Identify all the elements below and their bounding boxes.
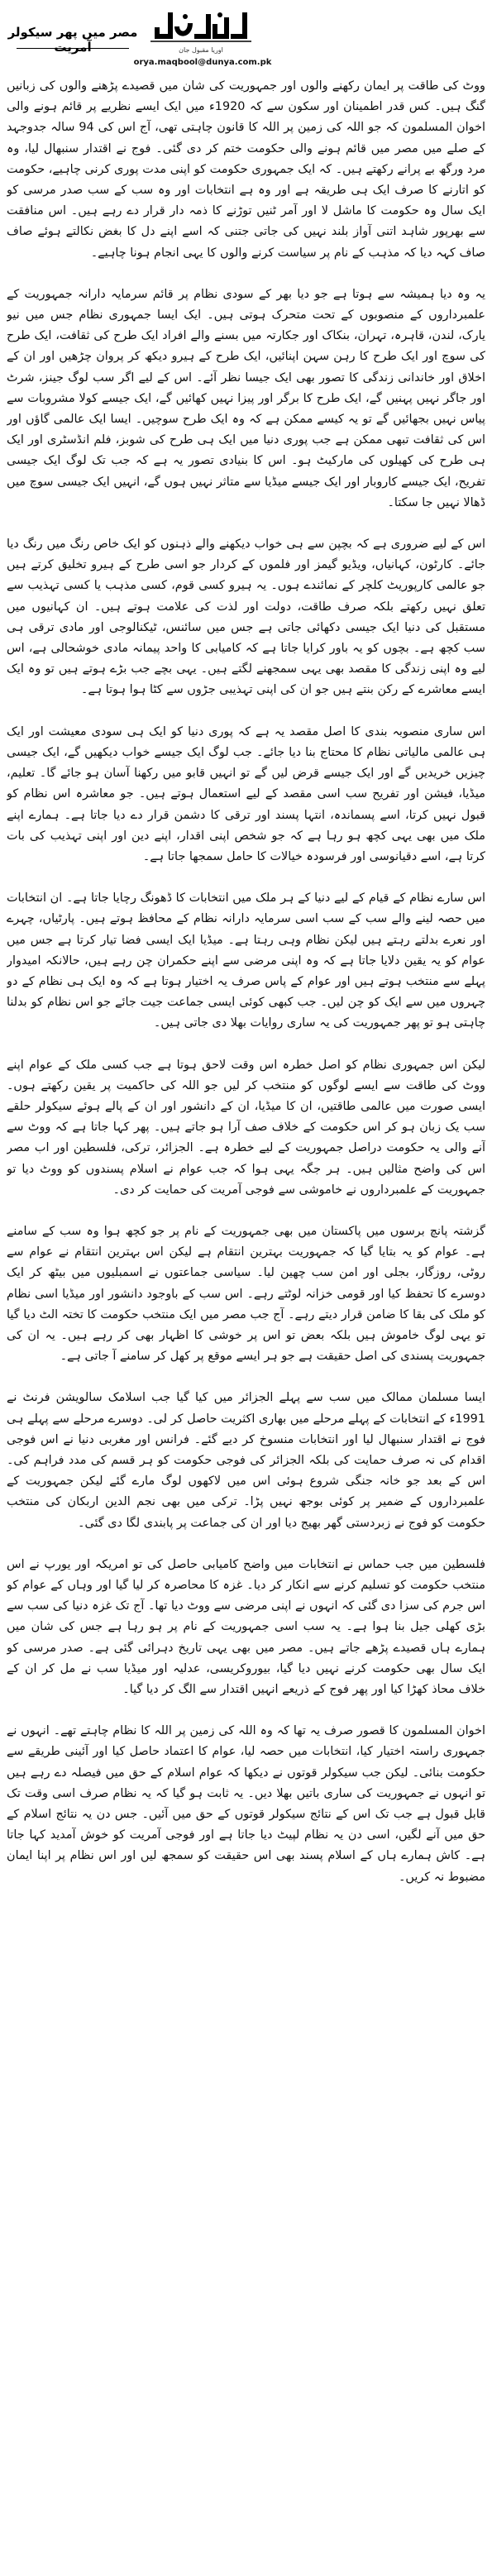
article-paragraph: گزشتہ پانچ برسوں میں پاکستان میں بھی جمہوریت کے نام پر جو کچھ ہوا وہ سب کے سامنے ہے۔ عوام کو یہ بتایا گیا کہ جمہوریت بہترین انتقام ہے لیکن اس بہترین انتقام نے عوام سے روٹی، روزگار، بجلی اور امن سب چھین لیا۔ سیاسی جماعتوں نے اسمبلیوں میں بیٹھ کر ایک دوسرے کا تحفظ کیا اور قومی خزانہ لوٹتے رہے۔ اس سب کے باوجود دانشور اور میڈیا اسی نظام کو ملک کی بقا کا ضامن قرار دیتے رہے۔ آج جب مصر میں ایک منتخب حکومت کا تختہ الٹ دیا گیا تو یہی لوگ خاموش ہیں بلکہ بعض تو اس پر خوشی کا اظہار بھی کر رہے ہیں۔ یہ ان کی جمہوریت پسندی کی اصل حقیقت ہے جو ہر ایسے موقع پر کھل کر سامنے آ جاتی ہے۔: [7, 1224, 485, 1364]
article-paragraph: ایسا مسلمان ممالک میں سب سے پہلے الجزائر میں کیا گیا جب اسلامک سالویشن فرنٹ نے 1991ء کے انتخابات کے پہلے مرحلے میں بھاری اکثریت حاصل کر لی۔ دوسرے مرحلے سے پہلے ہی فوج نے اقتدار سنبھال لیا اور انتخابات منسوخ کر دیے گئے۔ فرانس اور مغربی دنیا نے اس فوجی اقدام کی نہ صرف حمایت کی بلکہ الجزائر کی فوجی حکومت کو ہر قسم کی مدد فراہم کی۔ اس کے بعد جو خانہ جنگی شروع ہوئی اس میں لاکھوں لوگ مارے گئے لیکن جمہوریت کے علمبرداروں کے ضمیر پر کوئی بوجھ نہیں پڑا۔ ترکی میں بھی نجم الدین اربکان کی منتخب حکومت کو فوج نے زبردستی گھر بھیج دیا اور ان کی جماعت پر پابندی لگا دی گئی۔: [7, 1391, 485, 1530]
author-name: اوریا مقبول جان: [179, 46, 223, 54]
column-logo: [147, 8, 255, 46]
article-paragraph: یہ وہ دیا ہمیشہ سے ہوتا ہے جو دیا بھر کے سودی نظام پر قائم سرمایہ دارانہ جمہوریت کے علمبرداروں کے منصوبوں کے تحت متحرک ہوتی ہیں۔ ایک ایسا جمہوری نظام جس میں نیو یارک، لندن، قاہرہ، تہران، بنکاک اور جکارتہ میں بسنے والے افراد ایک طرح کی ثقافت، ایک طرح کی سوچ اور ایک طرح کا رہن سہن اپنائیں، ایک طرح کے ہیرو دیکھ کر پروان چڑھیں اور ان کے اخلاق اور خاندانی زندگی کا تصور بھی ایک جیسا نظر آئے۔ اس کے لیے اگر سب لوگ جینز، شرٹ اور جاگر نہیں پہنیں گے، ایک طرح کا برگر اور پیزا نہیں کھائیں گے، ایک جیسے کولا مشروبات سے پیاس نہیں بجھائیں گے تو یہ کیسے ممکن ہے کہ وہ ایک طرح سوچیں۔ ایسا ایک عالمی گاؤں اور اس کی ثقافت تبھی ممکن ہے جب پوری دنیا میں ایک ہی طرح کی شوبز، فلم انڈسٹری اور ایک ہی طرح کی کھیلوں کی مارکیٹ ہو۔ اس کا بنیادی تصور یہ ہے کہ جب تک لوگ ایک جیسی تفریح، ایک جیسے کاروبار اور ایک جیسے میڈیا سے متاثر نہیں ہوں گے، انہیں ایک جیسی سوچ میں ڈھالا نہیں جا سکتا۔: [7, 287, 485, 509]
column-header: [0, 0, 492, 71]
article-headline: مصر میں پھر سیکولر آمریت: [7, 25, 138, 55]
column-logo-icon: [147, 8, 255, 46]
headline-underline: [17, 48, 129, 49]
author-email: orya.maqbool@dunya.com.pk: [133, 58, 272, 67]
article-paragraph: لیکن اس جمہوری نظام کو اصل خطرہ اس وقت لاحق ہوتا ہے جب کسی ملک کے عوام اپنے ووٹ کی طاقت سے ایسے لوگوں کو منتخب کر لیں جو اللہ کی حاکمیت پر یقین رکھتے ہوں۔ ایسی صورت میں عالمی طاقتیں، ان کا میڈیا، ان کے دانشور اور ان کے پالے ہوئے سیکولر حلقے سب یک زبان ہو کر اس حکومت کے خلاف صف آرا ہو جاتے ہیں۔ پھر کہا جاتا ہے کہ ووٹ سے آنے والی یہ حکومت دراصل جمہوریت کے لیے خطرہ ہے۔ الجزائر، ترکی، فلسطین اور اب مصر اس کی واضح مثالیں ہیں۔ ہر جگہ یہی ہوا کہ جب عوام نے اسلام پسندوں کو ووٹ دیا تو جمہوریت کے علمبرداروں نے خاموشی سے فوجی آمریت کی حمایت کر دی۔: [7, 1058, 485, 1197]
article-paragraph: اس سارے نظام کے قیام کے لیے دنیا کے ہر ملک میں انتخابات کا ڈھونگ رچایا جاتا ہے۔ ان انتخابات میں حصہ لینے والے سب کے سب اسی سرمایہ دارانہ نظام کے محافظ ہوتے ہیں۔ پارٹیاں، چہرے اور نعرے بدلتے رہتے ہیں لیکن نظام وہی رہتا ہے۔ میڈیا ایک ایسی فضا تیار کرتا ہے جس میں عوام کو یہ یقین دلایا جاتا ہے کہ وہ اپنی مرضی سے اپنے حکمران چن رہے ہیں، حالانکہ امیدوار پہلے سے منتخب ہوتے ہیں اور عوام کے پاس صرف یہ اختیار ہوتا ہے کہ وہ ایک ہی نظام کے دو چہروں میں سے ایک کو چن لیں۔ جب کبھی کوئی ایسی جماعت جیت جائے جو اس نظام کو بدلنا چاہتی ہو تو پھر جمہوریت کی یہ ساری روایات بھلا دی جاتی ہیں۔: [7, 891, 485, 1030]
article-paragraph: ووٹ کی طاقت پر ایمان رکھنے والوں اور جمہوریت کی شان میں قصیدے پڑھنے والوں کی زبانیں گنگ ہیں۔ کس قدر اطمینان اور سکون سے کہ 1920ء میں ایک ایسے نظریے پر قائم ہونے والی اخوان المسلمون کہ جو اللہ کی زمین پر اللہ کا قانون چاہتی تھی، آج اس کی 94 سالہ جدوجہد کے صلے میں مصر میں قائم ہونے والی حکومت ختم کر دی گئی۔ فوج نے اقتدار سنبھال لیا، وہ مرد ورگھ بے پرانے رکھتے ہیں۔ کہ ایک جمہوری حکومت کو اپنی مدت پوری کرنی چاہیے، حکومت کو اتارنے کا صرف ایک ہی طریقہ ہے اور وہ ہے انتخابات اور وہ سب کے سب صدر مرسی کو ایک سال وہ حکومت کا ماشل لا اور آمر ٹنیں توڑنے کا ذمہ دار قرار دے رہے ہیں۔ اس منافقت سے بھرپور شاہد اتنی آواز بلند نہیں کی جاتی جتنی کہ اسے اپنے دل کا بغض نکالتے ہوئے صاف صاف کہہ دیا کہ مذہب کے نام پر سیاست کرنے والوں کا یہی انجام ہونا چاہیے۔: [7, 79, 485, 260]
article-paragraph: اخوان المسلمون کا قصور صرف یہ تھا کہ وہ اللہ کی زمین پر اللہ کا نظام چاہتے تھے۔ انہوں نے جمہوری راستہ اختیار کیا، انتخابات میں حصہ لیا، عوام کا اعتماد حاصل کیا اور آئینی طریقے سے حکومت بنائی۔ لیکن جب سیکولر قوتوں نے دیکھا کہ عوام اسلام کے حق میں فیصلہ دے رہے ہیں تو انہوں نے جمہوریت کی ساری باتیں بھلا دیں۔ یہ ثابت ہو گیا کہ یہ نظام صرف اسی وقت تک قابل قبول ہے جب تک اس کے نتائج سیکولر قوتوں کے حق میں آئیں۔ جس دن یہ نتائج اسلام کے حق میں آنے لگیں، اسی دن یہ نظام لپیٹ دیا جاتا ہے اور فوجی آمریت کو خوش آمدید کہا جاتا ہے۔ کاش ہمارے ہاں کے اسلام پسند بھی اس حقیقت کو سمجھ لیں اور اس نظام پر اپنا ایمان مضبوط نہ کریں۔: [7, 1724, 485, 1884]
article-paragraph: اس ساری منصوبہ بندی کا اصل مقصد یہ ہے کہ پوری دنیا کو ایک ہی سودی معیشت اور ایک ہی عالمی مالیاتی نظام کا محتاج بنا دیا جائے۔ جب لوگ ایک جیسے خواب دیکھیں گے، ایک جیسی چیزیں خریدیں گے اور ایک جیسے قرض لیں گے تو انہیں قابو میں رکھنا آسان ہو جائے گا۔ تعلیم، میڈیا، فیشن اور تفریح سب اسی مقصد کے لیے استعمال ہوتے ہیں۔ جو معاشرہ اس نظام کو قبول نہیں کرتا، اسے پسماندہ، انتہا پسند اور ترقی کا دشمن قرار دے دیا جاتا ہے۔ ہمارے اپنے ملک میں بھی یہی کچھ ہو رہا ہے کہ جو شخص اپنی اقدار، اپنے دین اور اپنی تہذیب کی بات کرتا ہے، اسے دقیانوسی اور فرسودہ خیالات کا حامل سمجھا جاتا ہے۔: [7, 724, 485, 863]
article-body: [7, 76, 485, 2565]
article-paragraph: اس کے لیے ضروری ہے کہ بچپن سے ہی خواب دیکھنے والے ذہنوں کو ایک خاص رنگ میں رنگ دیا جائے۔ کارٹون، کہانیاں، ویڈیو گیمز اور فلموں کے کردار جو اسی طرح کے ہیرو تخلیق کرتے ہیں جو عالمی کارپوریٹ کلچر کے نمائندے ہوں۔ یہ ہیرو کسی قوم، کسی مذہب یا کسی تہذیب سے تعلق نہیں رکھتے بلکہ صرف طاقت، دولت اور لذت کی علامت ہوتے ہیں۔ ان کہانیوں میں مستقبل کی دنیا ایک جیسی دکھائی جاتی ہے جس میں سائنس، ٹیکنالوجی اور مادی ترقی ہی سب کچھ ہے۔ بچوں کو یہ باور کرایا جاتا ہے کہ کامیابی کا واحد پیمانہ مادی خوشحالی ہے، اس لیے وہ اپنی زندگی کا مقصد بھی یہی سمجھنے لگتے ہیں۔ یہی بچے جب بڑے ہوتے ہیں تو وہ ایک ایسے معاشرے کے رکن بنتے ہیں جو ان کی اپنی تہذیبی جڑوں سے کٹا ہوا ہوتا ہے۔: [7, 538, 485, 697]
article-paragraph: فلسطین میں جب حماس نے انتخابات میں واضح کامیابی حاصل کی تو امریکہ اور یورپ نے اس منتخب حکومت کو تسلیم کرنے سے انکار کر دیا۔ غزہ کا محاصرہ کر لیا گیا اور وہاں کے عوام کو اس جرم کی سزا دی گئی کہ انہوں نے اپنی مرضی سے ووٹ دیا تھا۔ آج تک غزہ دنیا کی سب سے بڑی کھلی جیل بنا ہوا ہے۔ یہ سب اسی جمہوریت کے نام پر ہو رہا ہے جس کی شان میں ہمارے ہاں قصیدے پڑھے جاتے ہیں۔ مصر میں بھی یہی تاریخ دہرائی گئی ہے۔ صدر مرسی کو ایک سال بھی حکومت کرنے نہیں دیا گیا، بیوروکریسی، عدلیہ اور میڈیا سب نے مل کر ان کے خلاف محاذ کھڑا کیا اور پھر فوج کے ذریعے انہیں اقتدار سے الگ کر دیا گیا۔: [7, 1557, 485, 1697]
